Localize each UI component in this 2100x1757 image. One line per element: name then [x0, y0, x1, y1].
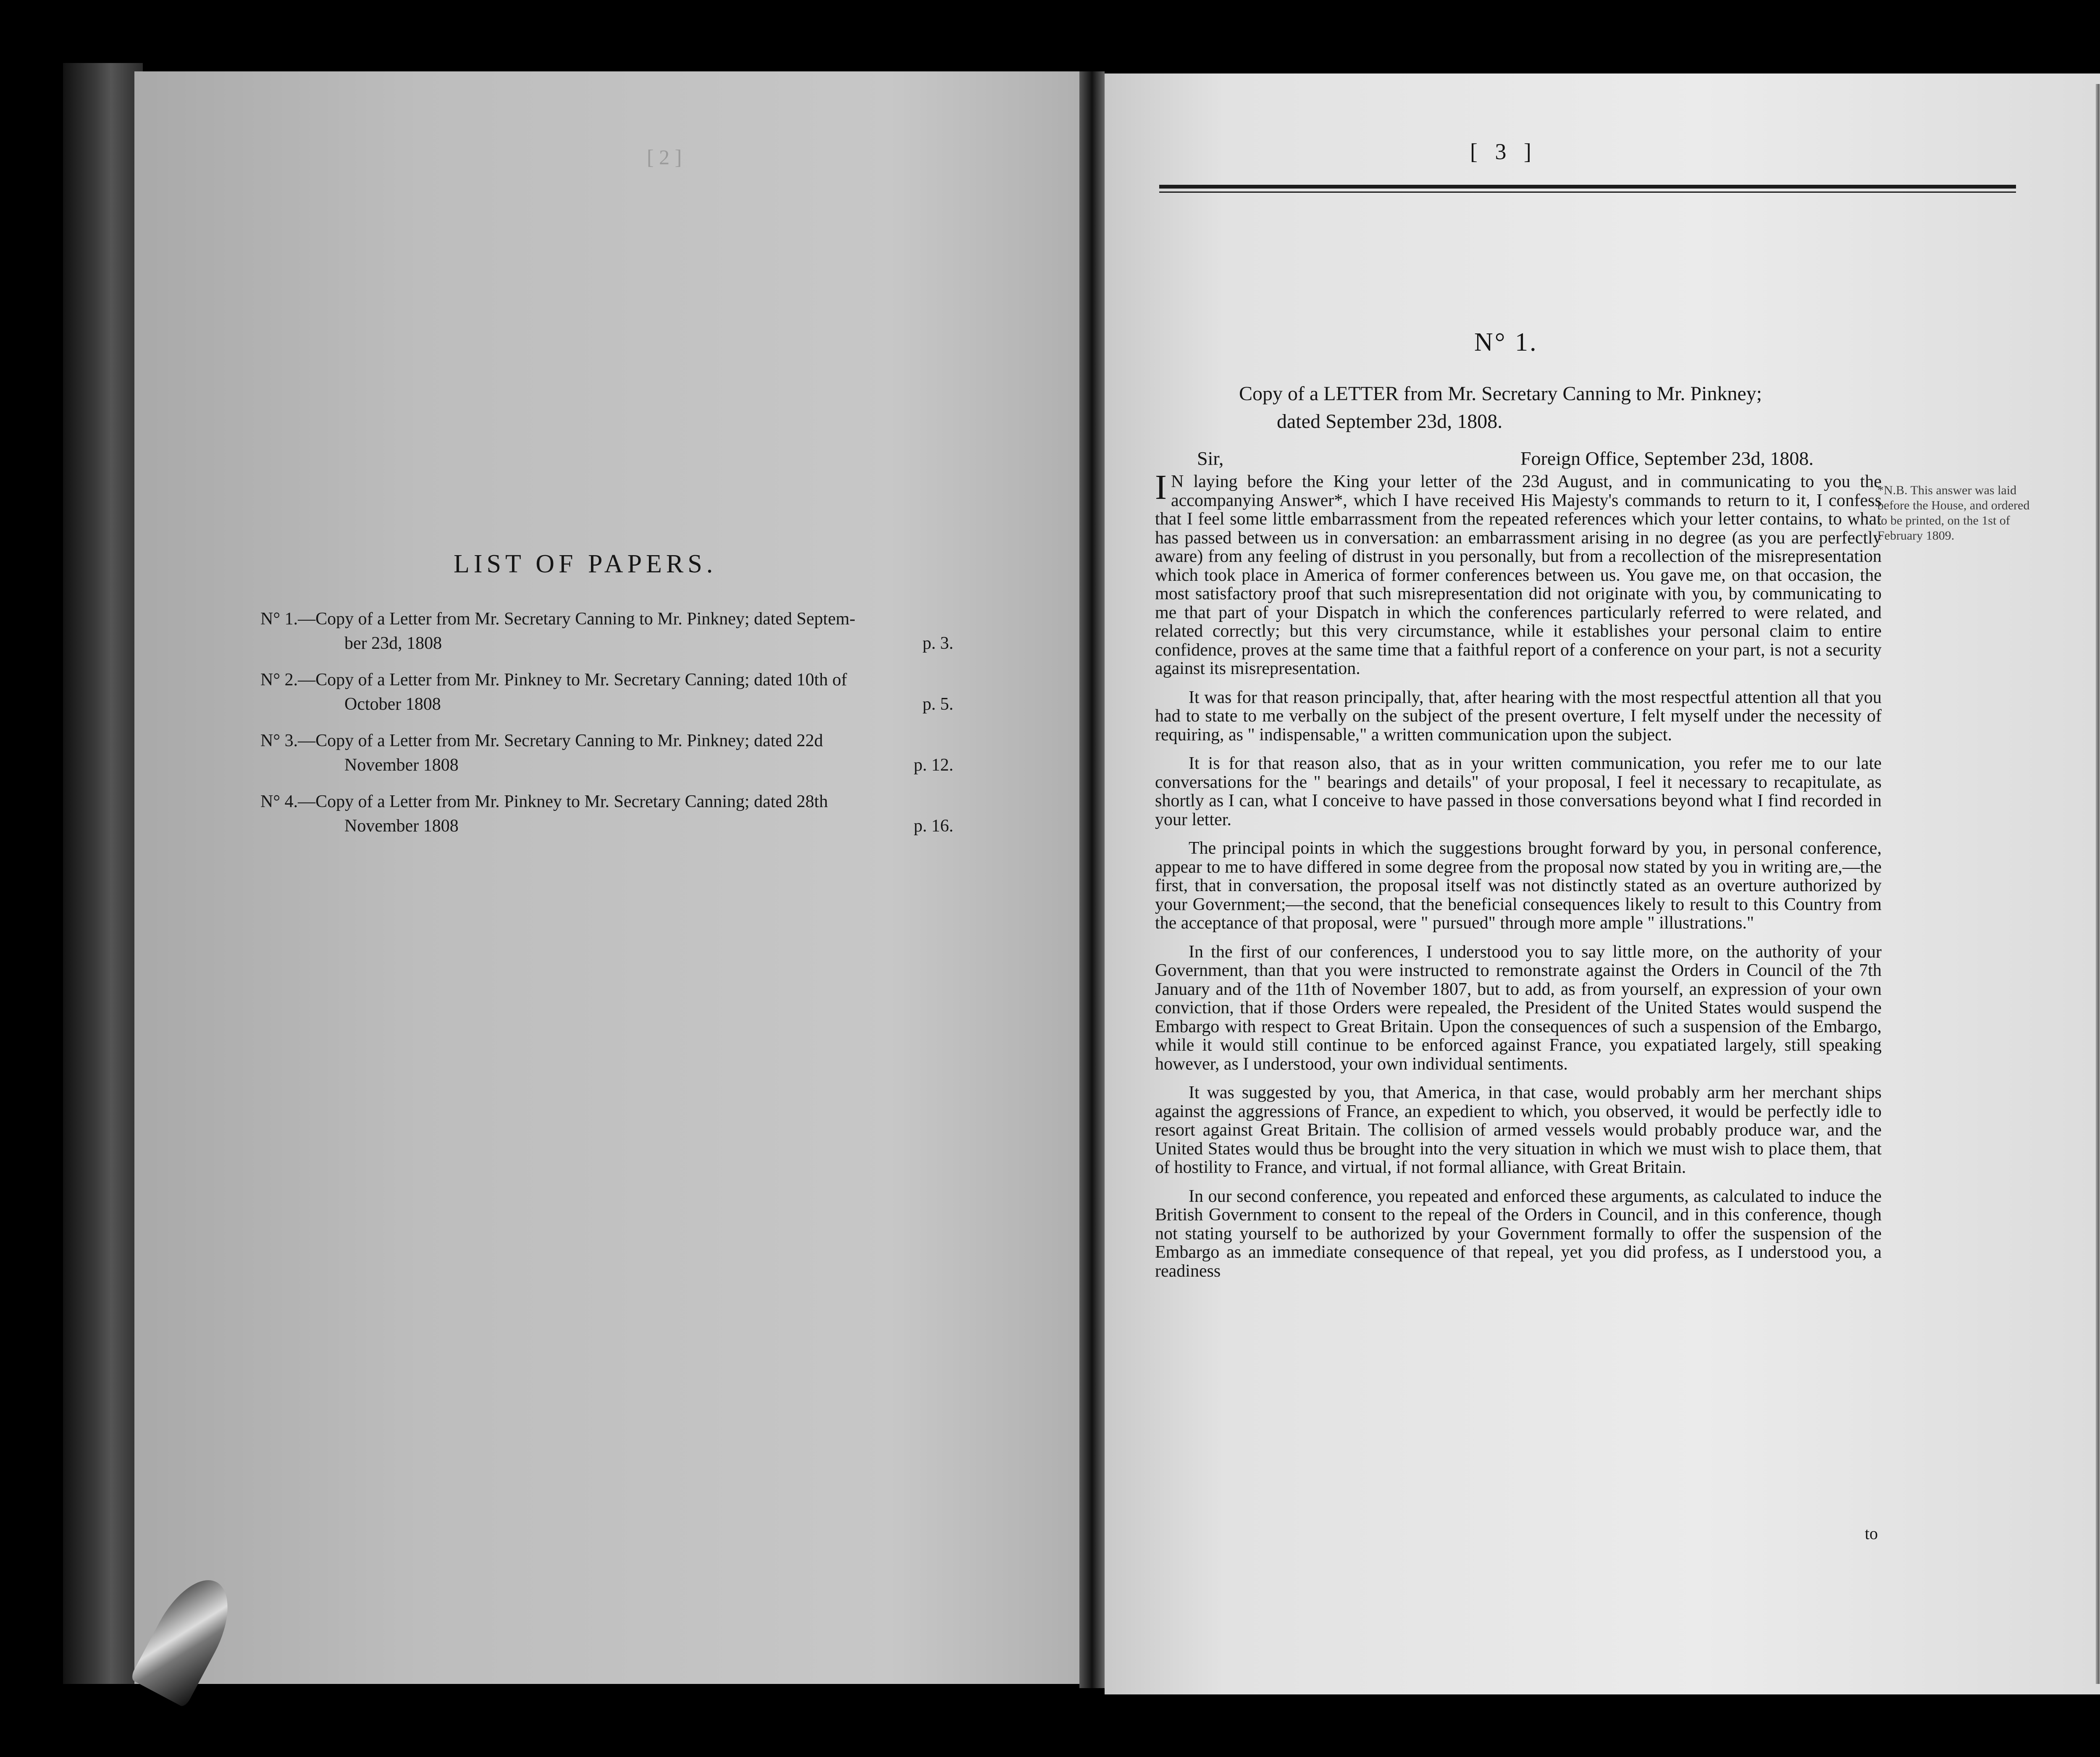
- book-binding-shadow: [63, 63, 143, 1684]
- list-entry-1: [260, 607, 953, 656]
- list-entry-text: N° 3.—Copy of a Letter from Mr. Secretary Canning to Mr. Pinkney; dated 22d: [260, 731, 823, 750]
- letter-title-date: dated September 23d, 1808.: [1277, 410, 1503, 433]
- body-paragraph: It was suggested by you, that America, in that case, would probably arm her merchant ships against the aggressions of France, an expedient to which, you observed, it would be perfectly idle to resort against Great Britain. The collision of armed vessels would probably produce war, and the United States would thus be brought into the very situation in which we must wish to place them, that of hostility to France, and virtual, if not formal alliance, with Great Britain.: [1155, 1083, 1882, 1177]
- drop-cap: I: [1155, 468, 1167, 507]
- list-entry-date: November 1808: [344, 816, 459, 836]
- header-rule-thin: [1159, 191, 2016, 193]
- list-entry-text: N° 1.—Copy of a Letter from Mr. Secretary Canning to Mr. Pinkney; dated Septem-: [260, 609, 856, 629]
- list-entry-page: p. 16.: [914, 816, 953, 836]
- footnote: *N.B. This answer was laid before the House, and ordered to be printed, on the 1st of February 1809.: [1877, 483, 2030, 543]
- list-of-papers-title: LIST OF PAPERS.: [454, 550, 717, 578]
- page-edges: [2096, 84, 2100, 1684]
- body-paragraph: It is for that reason also, that as in your written communication, you refer me to our late conversations for the " bearings and details" of your proposal, I feel it necessary to recapitulate, as shortly as I can, what I conceive to have passed in those conversations beyond what I find recorded in your letter.: [1155, 754, 1882, 829]
- body-paragraph: It was for that reason principally, that, after hearing with the most respectful attention all that you had to state to me verbally on the subject of the present overture, I felt myself under the necessity of requiring, as " indispensable," a written communication upon the subject.: [1155, 687, 1882, 745]
- list-entry-page: p. 12.: [914, 755, 953, 775]
- body-paragraph: I N laying before the King your letter of the 23d August, and in communicating to you the accompanying Answer*, which I have received His Majesty's commands to return to it, I confess that I feel some little embarrassment from the repeated references which your letter contains, to what has passed between us in conversation: an embarrassment arising in no degree (as you are perfectly aware) from any feeling of distrust in you personally, but from a recollection of the misrepresentation which took place in America of former conferences between us. You gave me, on that occasion, the most satisfactory proof that such misrepresentation did not originate with you, by communicating to me that part of your Dispatch in which the conferences particularly referred to were related, and related correctly; but this very circumstance, while it establishes your personal claim to entire confidence, proves at the same time that a faithful report of a conference on your part, is not a security against its misrepresentation.: [1155, 468, 1882, 678]
- letter-title-line: Copy of a LETTER from Mr. Secretary Canning to Mr. Pinkney;: [1239, 383, 1762, 405]
- header-rule-thick: [1159, 185, 2016, 189]
- body-paragraph: In the first of our conferences, I understood you to say little more, on the authority of your Government, than that you were instructed to remonstrate against the Orders in Council of the 7th January and of the 11th of November 1807, but to add, as from yourself, an expression of your own conviction, that if those Orders were repealed, the President of the United States would suspend the Embargo with respect to Great Britain. Upon the consequences of such a suspension of the Embargo, while it would still continue to be enforced against France, you expatiated largely, still speaking however, as I understood, your own individual sentiments.: [1155, 942, 1882, 1074]
- page-number: [ 3 ]: [1470, 139, 1537, 164]
- letter-body: [1155, 468, 1882, 1290]
- list-entry-3: [260, 729, 953, 777]
- list-entry-page: p. 3.: [922, 634, 953, 653]
- left-page: [134, 71, 1079, 1684]
- list-entry-date: November 1808: [344, 755, 459, 775]
- catchword: to: [1865, 1524, 1878, 1543]
- dateline: Foreign Office, September 23d, 1808.: [1520, 448, 1814, 469]
- list-entry-page: p. 5.: [922, 695, 953, 714]
- letter-number: N° 1.: [1474, 328, 1538, 357]
- salutation: Sir,: [1197, 448, 1224, 469]
- list-entry-2: [260, 668, 953, 716]
- letter-title: [1239, 380, 1995, 435]
- left-page-number-bleed: [ 2 ]: [647, 145, 682, 169]
- list-entry-text: N° 2.—Copy of a Letter from Mr. Pinkney to Mr. Secretary Canning; dated 10th of: [260, 670, 847, 690]
- list-entry-date: October 1808: [344, 695, 441, 714]
- body-paragraph: The principal points in which the suggestions brought forward by you, in personal conference, appear to me to have differed in some degree from the proposal now stated by you in writing are,—the first, that in conversation, the proposal itself was not distinctly stated as an overture authorized by your Government;—the second, that the beneficial consequences likely to result to this Country from the acceptance of that proposal, were " pursued" through more ample " illustrations.": [1155, 839, 1882, 933]
- list-entry-4: [260, 789, 953, 838]
- body-paragraph: In our second conference, you repeated and enforced these arguments, as calculated to induce the British Government to consent to the repeal of the Orders in Council, and in this conference, though not stating yourself to be authorized by your Government formally to offer the suspension of the Embargo as an immediate consequence of that repeal, yet you did profess, as I understood you, a readiness: [1155, 1186, 1882, 1281]
- book-gutter: [1079, 71, 1105, 1688]
- list-entry-date: ber 23d, 1808: [344, 634, 442, 653]
- list-entry-text: N° 4.—Copy of a Letter from Mr. Pinkney to Mr. Secretary Canning; dated 28th: [260, 792, 828, 811]
